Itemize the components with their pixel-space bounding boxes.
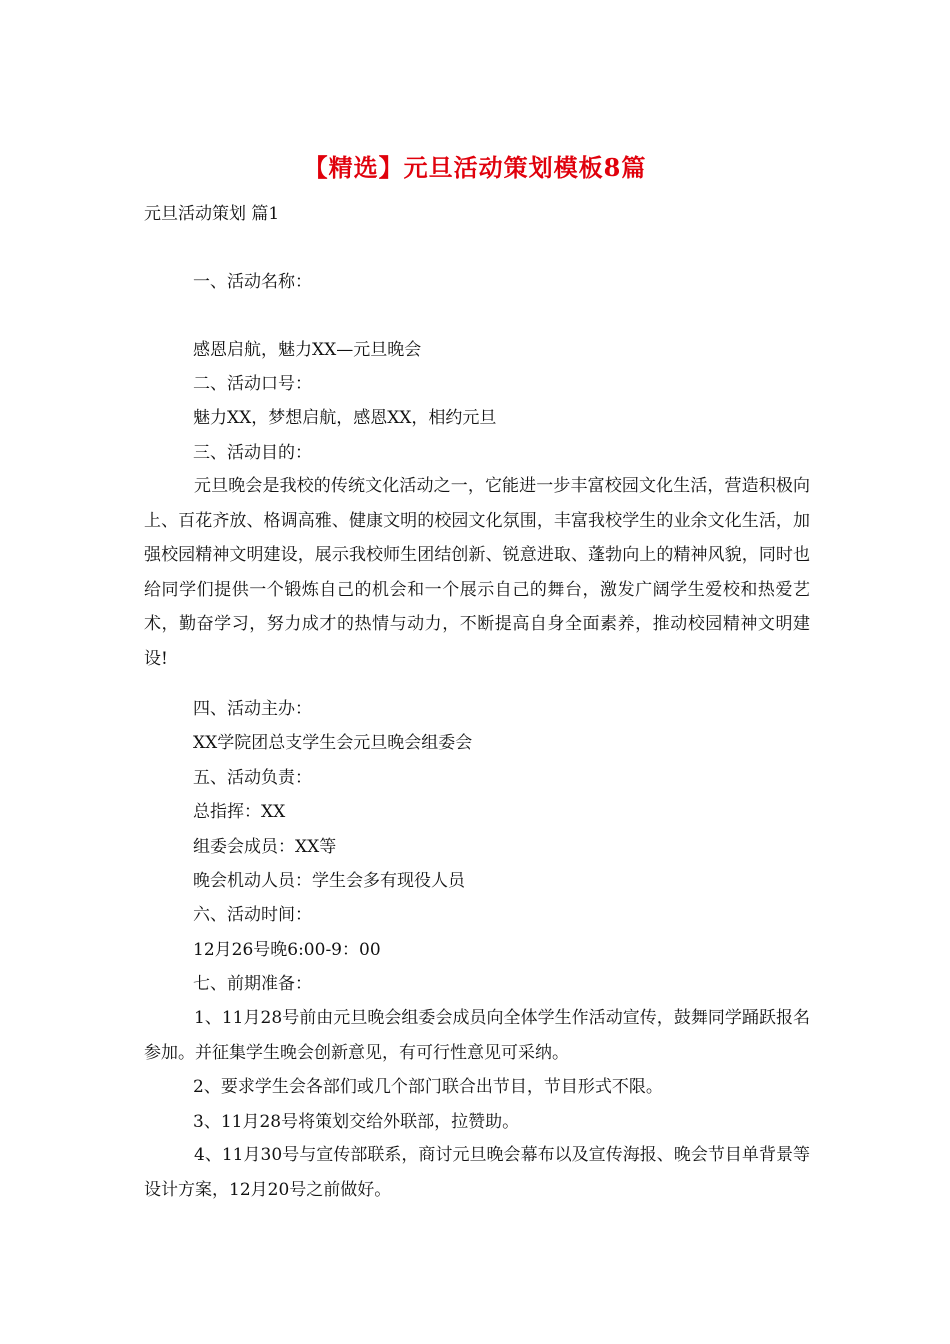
slogan-text: 魅力XX，梦想启航，感恩XX，相约元旦 xyxy=(193,408,497,428)
purpose-paragraph: 元旦晚会是我校的传统文化活动之一，它能进一步丰富校园文化生活，营造积极向上、百花齐放、格调高雅、健康文明的校园文化氛围，丰富我校学生的业余文化生活，加强校园精神文明建设，展示我校师生团结创新、锐意进取、蓬勃向上的精神风貌，同时也给同学们提供一个锻炼自己的机会和一个展示自己的舞台，激发广阔学生爱校和热爱艺术，勤奋学习，努力成才的热情与动力，不断提高自身全面素养，推动校园精神文明建设! xyxy=(144,476,810,669)
heading-time: 六、活动时间： xyxy=(193,905,312,925)
document-title: 【精选】元旦活动策划模板8篇 xyxy=(303,153,647,182)
staff-text: 晚会机动人员：学生会多有现役人员 xyxy=(193,871,465,891)
heading-organizer: 四、活动主办： xyxy=(193,699,312,719)
prep-item-1: 1、11月28号前由元旦晚会组委会成员向全体学生作活动宣传，鼓舞同学踊跃报名参加。并征集学生晚会创新意见，有可行性意见可采纳。 xyxy=(144,1008,810,1063)
prep-item-4: 4、11月30号与宣传部联系，商讨元旦晚会幕布以及宣传海报、晚会节目单背景等设计方案，12月20号之前做好。 xyxy=(144,1145,810,1200)
time-text: 12月26号晚6:00-9：00 xyxy=(193,940,381,960)
prep-item-3: 3、11月28号将策划交给外联部，拉赞助。 xyxy=(193,1112,520,1132)
commander-text: 总指挥：XX xyxy=(193,802,286,822)
section-subtitle: 元旦活动策划 篇1 xyxy=(144,204,280,224)
activity-name-text: 感恩启航，魅力XX—元旦晚会 xyxy=(193,340,422,360)
heading-purpose: 三、活动目的： xyxy=(193,443,312,463)
committee-text: 组委会成员：XX等 xyxy=(193,837,337,857)
heading-preparation: 七、前期准备： xyxy=(193,974,312,994)
prep-item-2: 2、要求学生会各部们或几个部门联合出节目，节目形式不限。 xyxy=(193,1077,663,1097)
heading-activity-name: 一、活动名称： xyxy=(193,272,312,292)
organizer-text: XX学院团总支学生会元旦晚会组委会 xyxy=(193,733,473,753)
heading-slogan: 二、活动口号： xyxy=(193,374,312,394)
heading-responsible: 五、活动负责： xyxy=(193,768,312,788)
